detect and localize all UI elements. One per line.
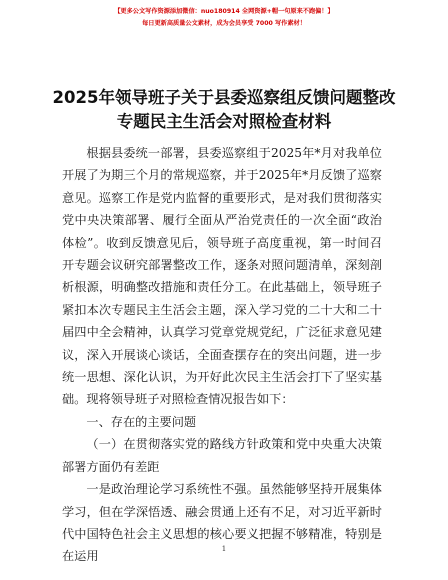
page-number: 1 (221, 545, 227, 553)
promo-banner-line-1: 【更多公文写作资源添加微信：nuo180914 全网资源+帽一句原来不跑偏！】 (114, 8, 334, 15)
document-title-line-2: 专题民主生活会对照检查材料 (116, 112, 332, 131)
point-paragraph-1: 一是政治理论学习系统性不强。虽然能够坚持开展集体学习，但在学深悟透、融会贯通上还有不足，对习近平新时代中国特色社会主义思想的核心要义把握不够精准，特别是在运用 (62, 482, 382, 564)
intro-paragraph: 根据县委统一部署，县委巡察组于2025年*月对我单位开展了为期三个月的常规巡察，并于2025年*月反馈了巡察意见。巡察工作是党内监督的重要形式，是对我们贯彻落实党中央决策部署、履行全面从严治党责任的一次全面“政治体检”。收到反馈意见后，领导班子高度重视，第一时间召开专题会议研究部署整改工作，逐条对照问题清单，深刻剖析根源，明确整改措施和责任分工。在此基础上，领导班子紧扣本次专题民主生活会主题，深入学习党的二十大和二十届四中全会精神，认真学习党章党规党纪，广泛征求意见建议，深入开展谈心谈话，全面查摆存在的突出问题，进一步统一思想、深化认识，为开好此次民主生活会打下了坚实基础。现将领导班子对照检查情况报告如下： (62, 146, 382, 407)
document-title-line-1: 2025年领导班子关于县委巡察组反馈问题整改 (52, 88, 396, 107)
promo-banner (0, 6, 448, 30)
document-body (62, 142, 382, 568)
promo-banner-line-2: 每日更新高质量公文素材，成为会员享受 7000 写作素材！ (142, 20, 306, 27)
document-title (0, 86, 448, 134)
sub-heading-1: （一）在贯彻落实党的路线方针政策和党中央重大决策部署方面仍有差距 (62, 437, 382, 474)
section-heading-1: 一、存在的主要问题 (86, 414, 197, 429)
